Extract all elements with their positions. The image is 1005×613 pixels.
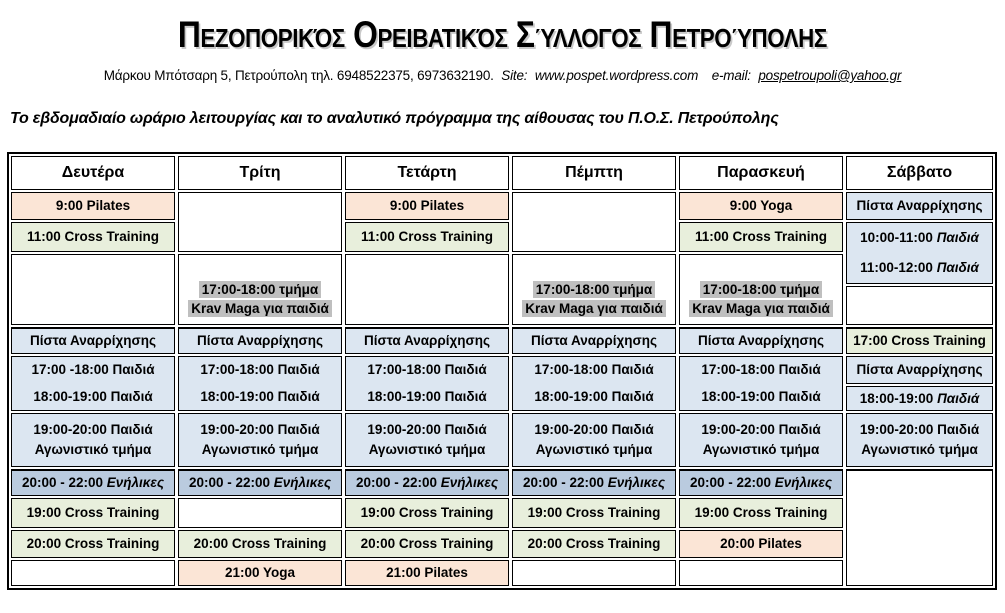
cell-thursday-f: 19:00-20:00 Παιδιά Αγωνιστικό τμήμα xyxy=(512,413,676,467)
day-header-thursday: Πέμπτη xyxy=(512,156,676,190)
cell-monday-e: 17:00 -18:00 Παιδιά 18:00-19:00 Παιδιά xyxy=(11,356,175,411)
title-row xyxy=(0,14,1005,56)
cell-saturday-bc2 xyxy=(846,286,993,325)
cell-wednesday-h: 19:00 Cross Training xyxy=(345,498,509,528)
cell-saturday-e1: Πίστα Αναρρίχησης xyxy=(846,356,993,384)
address-line: Μάρκου Μπότσαρη 5, Πετρούπολη τηλ. 6948522375, 6973632190. xyxy=(103,68,494,83)
cell-monday-j xyxy=(11,560,175,586)
cell-saturday-f: 19:00-20:00 Παιδιά Αγωνιστικό τμήμα xyxy=(846,413,993,467)
cell-thursday-j xyxy=(512,560,676,586)
cell-wednesday-f: 19:00-20:00 Παιδιά Αγωνιστικό τμήμα xyxy=(345,413,509,467)
cell-friday-b: 11:00 Cross Training xyxy=(679,222,843,252)
cell-wednesday-c xyxy=(345,254,509,325)
day-column-saturday xyxy=(846,156,993,586)
cell-wednesday-i: 20:00 Cross Training xyxy=(345,530,509,558)
cell-tuesday-i: 20:00 Cross Training xyxy=(178,530,342,558)
cell-tuesday-e: 17:00-18:00 Παιδιά 18:00-19:00 Παιδιά xyxy=(178,356,342,411)
page-title: Πεζοπορικός Ορειβατικός Σύλλογος Πετρούπολης xyxy=(177,14,828,55)
subtitle-row xyxy=(0,68,1005,83)
cell-saturday-a: Πίστα Αναρρίχησης xyxy=(846,192,993,220)
cell-thursday-e: 17:00-18:00 Παιδιά 18:00-19:00 Παιδιά xyxy=(512,356,676,411)
cell-tuesday-c: 17:00-18:00 τμήμα Krav Maga για παιδιά xyxy=(178,254,342,325)
cell-wednesday-g: 20:00 - 22:00 Ενήλικες xyxy=(345,469,509,496)
cell-monday-i: 20:00 Cross Training xyxy=(11,530,175,558)
cell-tuesday-d: Πίστα Αναρρίχησης xyxy=(178,327,342,354)
cell-wednesday-e: 17:00-18:00 Παιδιά 18:00-19:00 Παιδιά xyxy=(345,356,509,411)
cell-thursday-c: 17:00-18:00 τμήμα Krav Maga για παιδιά xyxy=(512,254,676,325)
cell-saturday-d: 17:00 Cross Training xyxy=(846,327,993,354)
cell-tuesday-j: 21:00 Yoga xyxy=(178,560,342,586)
cell-monday-h: 19:00 Cross Training xyxy=(11,498,175,528)
cell-wednesday-b: 11:00 Cross Training xyxy=(345,222,509,252)
cell-monday-b: 11:00 Cross Training xyxy=(11,222,175,252)
cell-monday-g: 20:00 - 22:00 Ενήλικες xyxy=(11,469,175,496)
day-header-tuesday: Τρίτη xyxy=(178,156,342,190)
day-column-thursday xyxy=(512,156,676,586)
cell-wednesday-j: 21:00 Pilates xyxy=(345,560,509,586)
cell-friday-e: 17:00-18:00 Παιδιά 18:00-19:00 Παιδιά xyxy=(679,356,843,411)
cell-monday-c xyxy=(11,254,175,325)
cell-tuesday-h xyxy=(178,498,342,528)
cell-wednesday-a: 9:00 Pilates xyxy=(345,192,509,220)
site-label: Site: xyxy=(501,68,528,83)
cell-tuesday-f: 19:00-20:00 Παιδιά Αγωνιστικό τμήμα xyxy=(178,413,342,467)
day-column-monday xyxy=(11,156,175,586)
cell-friday-c: 17:00-18:00 τμήμα Krav Maga για παιδιά xyxy=(679,254,843,325)
cell-friday-f: 19:00-20:00 Παιδιά Αγωνιστικό τμήμα xyxy=(679,413,843,467)
cell-friday-g: 20:00 - 22:00 Ενήλικες xyxy=(679,469,843,496)
cell-wednesday-d: Πίστα Αναρρίχησης xyxy=(345,327,509,354)
day-header-friday: Παρασκευή xyxy=(679,156,843,190)
email-link[interactable]: pospetroupoli@yahoo.gr xyxy=(758,68,902,83)
cell-saturday-bc1: 10:00-11:00 Παιδιά 11:00-12:00 Παιδιά xyxy=(846,222,993,284)
day-header-monday: Δευτέρα xyxy=(11,156,175,190)
day-header-saturday: Σάββατο xyxy=(846,156,993,190)
day-column-friday xyxy=(679,156,843,586)
cell-thursday-g: 20:00 - 22:00 Ενήλικες xyxy=(512,469,676,496)
cell-friday-i: 20:00 Pilates xyxy=(679,530,843,558)
day-header-wednesday: Τετάρτη xyxy=(345,156,509,190)
cell-thursday-d: Πίστα Αναρρίχησης xyxy=(512,327,676,354)
cell-thursday-ab xyxy=(512,192,676,252)
cell-thursday-h: 19:00 Cross Training xyxy=(512,498,676,528)
site-url: www.pospet.wordpress.com xyxy=(534,68,699,83)
cell-friday-h: 19:00 Cross Training xyxy=(679,498,843,528)
cell-monday-f: 19:00-20:00 Παιδιά Αγωνιστικό τμήμα xyxy=(11,413,175,467)
cell-saturday-gj xyxy=(846,469,993,586)
cell-tuesday-g: 20:00 - 22:00 Ενήλικες xyxy=(178,469,342,496)
cell-monday-a: 9:00 Pilates xyxy=(11,192,175,220)
schedule-table xyxy=(7,152,997,590)
cell-tuesday-ab xyxy=(178,192,342,252)
email-label: e-mail: xyxy=(711,68,751,83)
cell-monday-d: Πίστα Αναρρίχησης xyxy=(11,327,175,354)
cell-saturday-e2: 18:00-19:00 Παιδιά xyxy=(846,386,993,411)
cell-friday-a: 9:00 Yoga xyxy=(679,192,843,220)
day-column-tuesday xyxy=(178,156,342,586)
cell-friday-d: Πίστα Αναρρίχησης xyxy=(679,327,843,354)
schedule-note: Το εβδομαδιαίο ωράριο λειτουργίας και το αναλυτικό πρόγραμμα της αίθουσας του Π.Ο.Σ. Πετρούπολης xyxy=(10,110,779,127)
cell-thursday-i: 20:00 Cross Training xyxy=(512,530,676,558)
day-column-wednesday xyxy=(345,156,509,586)
cell-friday-j xyxy=(679,560,843,586)
